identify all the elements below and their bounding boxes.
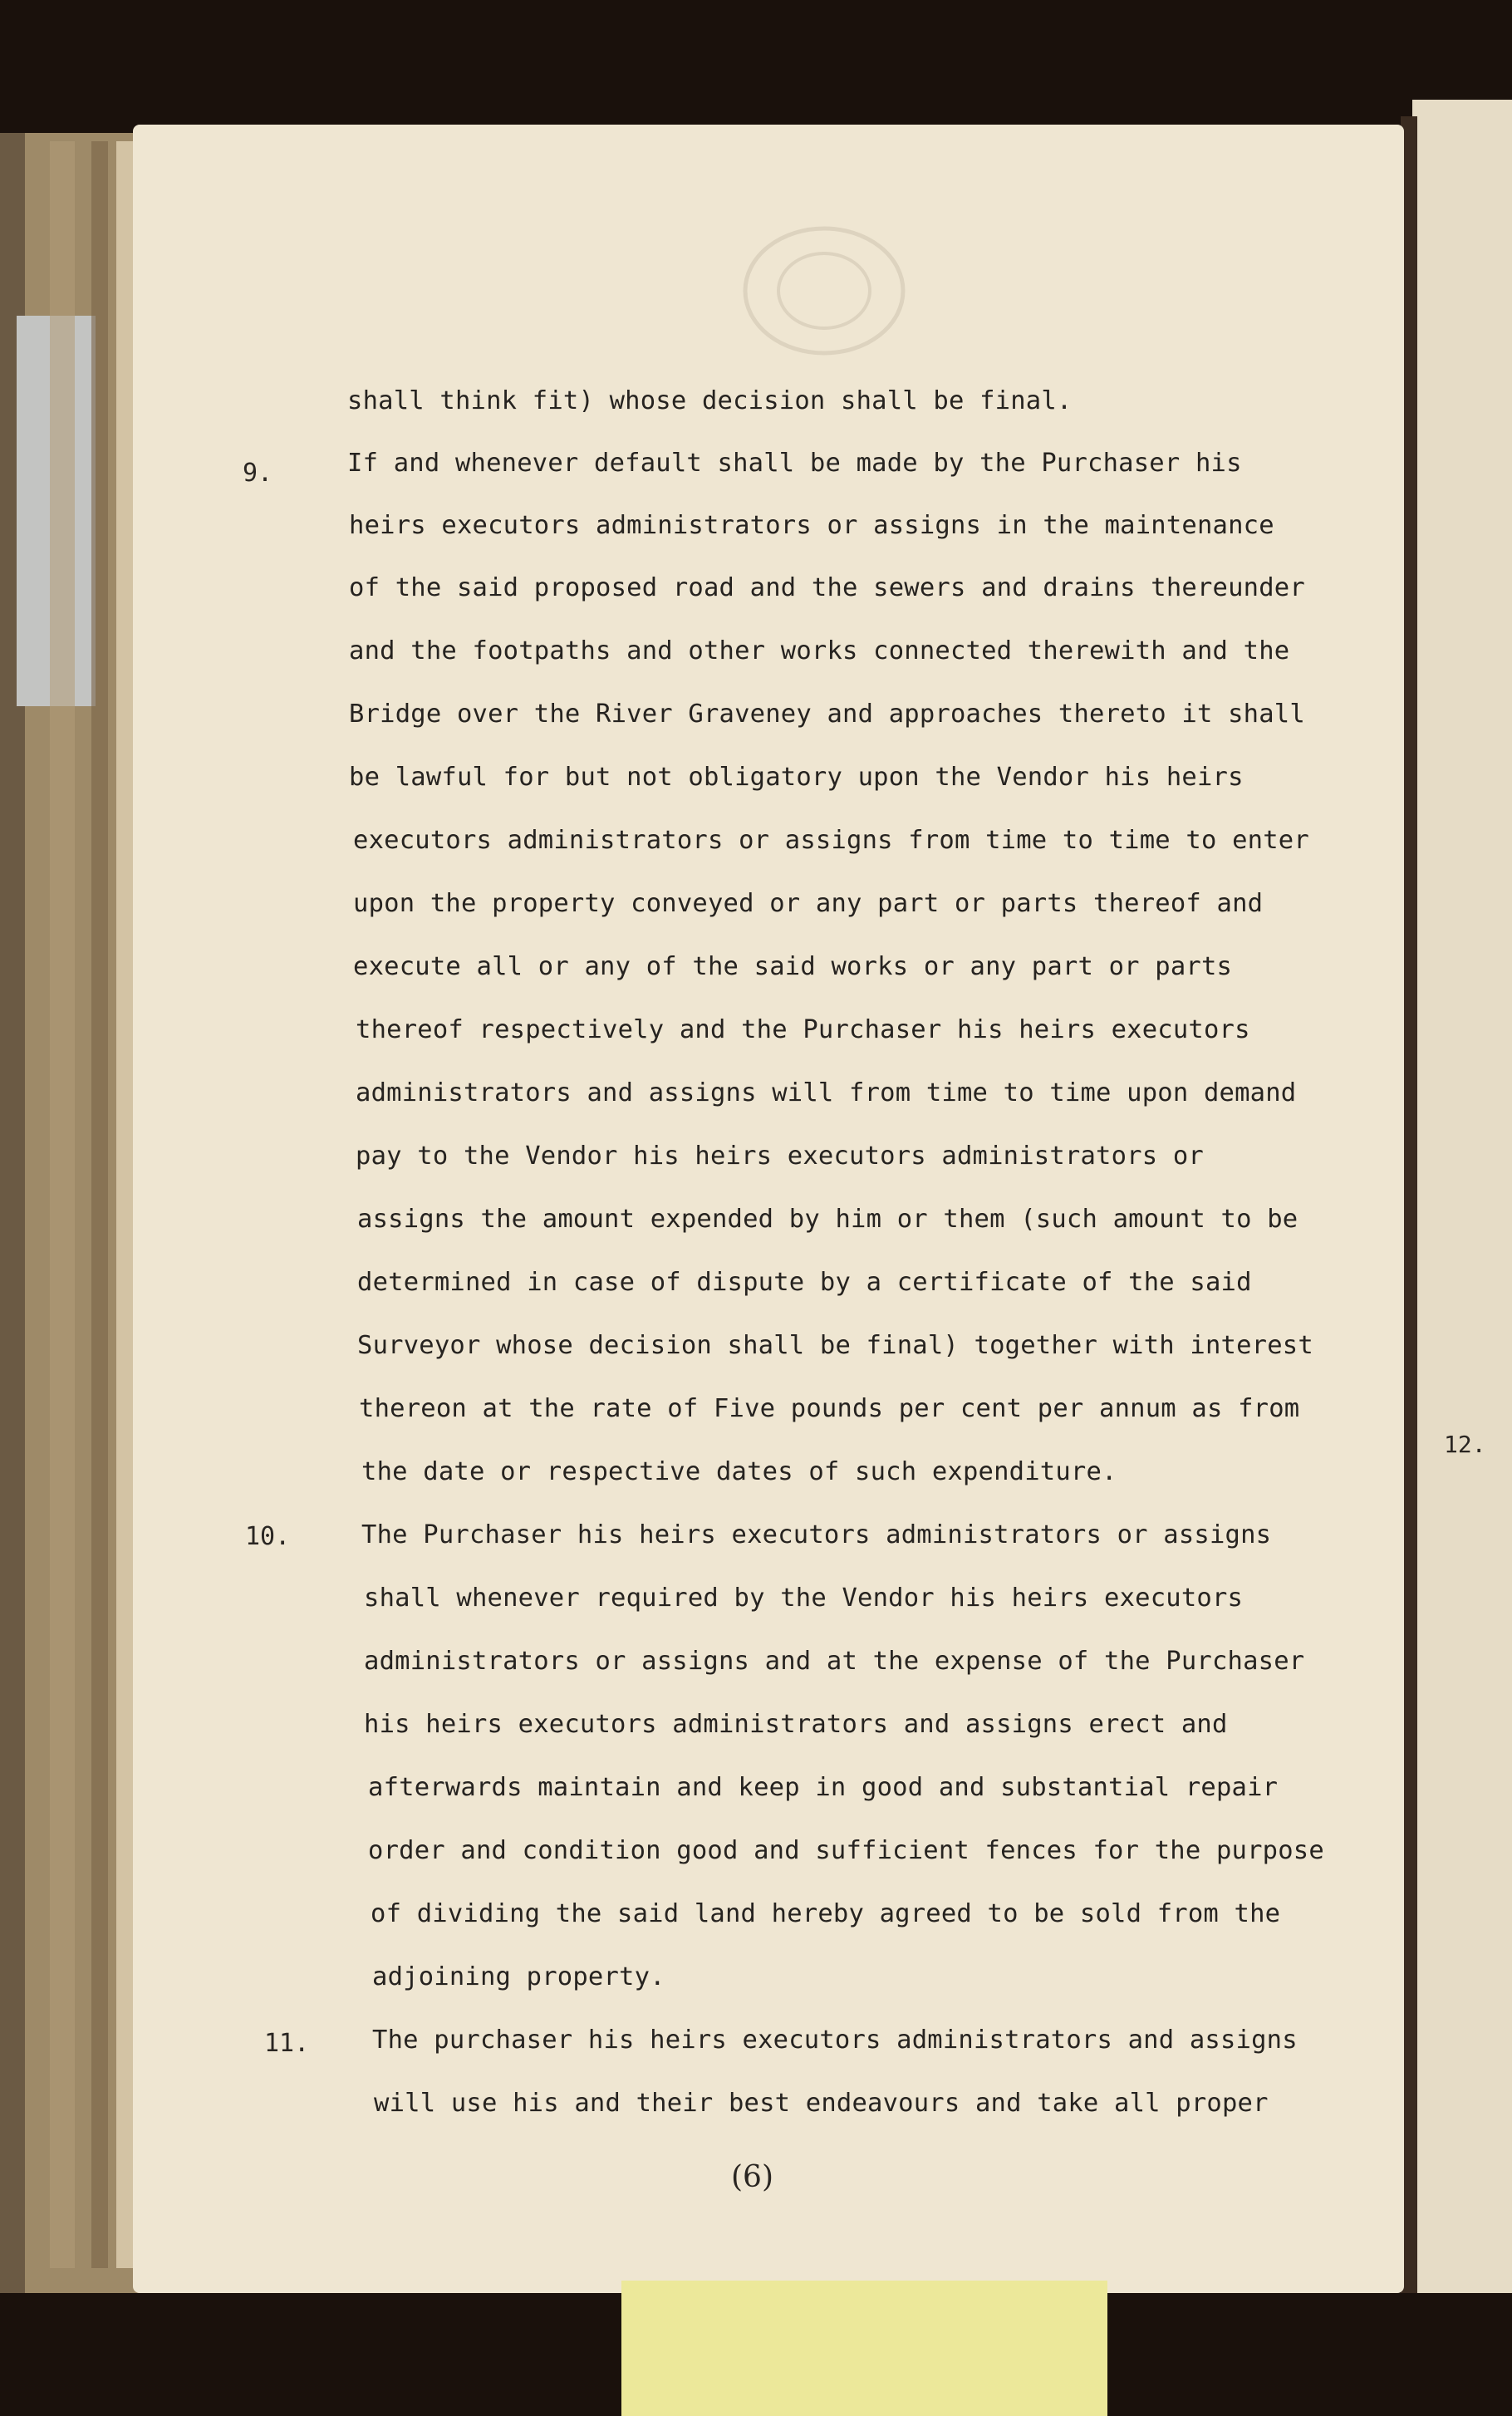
text-line: his heirs executors administrators and assigns erect and <box>364 1710 1228 1739</box>
text-line: heirs executors administrators or assigns in the maintenance <box>349 511 1274 540</box>
adjacent-page-strip <box>1412 100 1512 2293</box>
embossed-seal <box>733 216 916 366</box>
text-line: thereon at the rate of Five pounds per cent per annum as from <box>359 1394 1300 1423</box>
text-line: the date or respective dates of such expenditure. <box>361 1457 1117 1486</box>
text-line: of dividing the said land hereby agreed to be sold from the <box>371 1899 1281 1928</box>
text-line: execute all or any of the said works or any part or parts <box>353 952 1233 981</box>
page-number: (6) <box>731 2160 773 2194</box>
text-line: of the said proposed road and the sewers and drains thereunder <box>349 573 1305 602</box>
text-line: pay to the Vendor his heirs executors administrators or <box>356 1142 1204 1171</box>
clause-number: 10. <box>245 1522 291 1551</box>
text-line: upon the property conveyed or any part or parts thereof and <box>353 889 1264 918</box>
text-line: and the footpaths and other works connected therewith and the <box>349 636 1290 665</box>
text-line: thereof respectively and the Purchaser his heirs executors <box>356 1015 1250 1044</box>
text-line: assigns the amount expended by him or them (such amount to be <box>357 1205 1298 1234</box>
text-line: administrators or assigns and at the expense of the Purchaser <box>364 1647 1305 1676</box>
clause-number: 11. <box>264 2029 310 2058</box>
clause-number: 9. <box>243 459 273 488</box>
text-line: shall think fit) whose decision shall be final. <box>347 386 1073 415</box>
text-line: Surveyor whose decision shall be final) together with interest <box>357 1331 1313 1360</box>
text-line: administrators and assigns will from time to time upon demand <box>356 1078 1297 1107</box>
text-line: will use his and their best endeavours and take all proper <box>374 2089 1269 2118</box>
text-line: order and condition good and sufficient fences for the purpose <box>368 1836 1324 1865</box>
adjacent-page-number: 12. <box>1444 1431 1486 1458</box>
text-line: determined in case of dispute by a certificate of the said <box>357 1268 1252 1297</box>
text-line: The Purchaser his heirs executors administrators or assigns <box>361 1520 1272 1549</box>
text-line: If and whenever default shall be made by the Purchaser his <box>347 449 1242 478</box>
text-line: The purchaser his heirs executors administrators and assigns <box>372 2026 1298 2055</box>
text-line: afterwards maintain and keep in good and substantial repair <box>368 1773 1279 1802</box>
sticky-note <box>621 2281 1107 2416</box>
text-line: Bridge over the River Graveney and approaches thereto it shall <box>349 700 1305 729</box>
text-line: shall whenever required by the Vendor his heirs executors <box>364 1584 1244 1613</box>
text-line: executors administrators or assigns from time to time to enter <box>353 826 1309 855</box>
text-line: adjoining property. <box>372 1962 665 1991</box>
text-line: be lawful for but not obligatory upon the Vendor his heirs <box>349 763 1244 792</box>
